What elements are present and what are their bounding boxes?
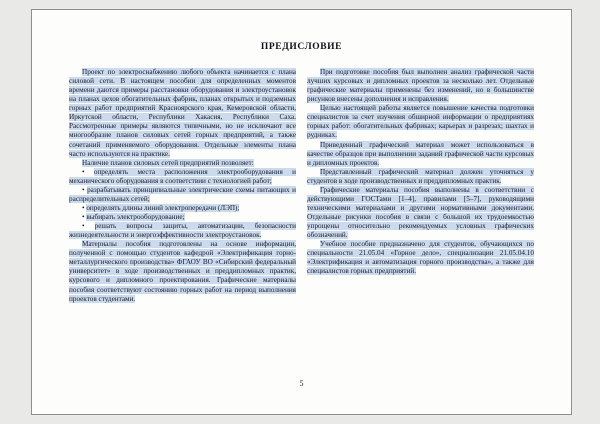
bullet-item: • определять места расположения электрооборудования и механического оборудования в соответствии с технологией работ;	[69, 168, 296, 186]
page-title: ПРЕДИСЛОВИЕ	[260, 42, 343, 52]
paragraph: При подготовке пособия был выполнен анализ графической части лучших курсовых и дипломных проектов за несколько лет. Отдельные графические материалы применены без изменений, но в большинстве рисунков внесены дополнения и исправления.	[307, 68, 534, 104]
document-page	[31, 9, 572, 415]
right-column	[307, 68, 534, 304]
page-number: 5	[299, 379, 304, 388]
paragraph: Наличие планов силовых сетей предприятий позволяет:	[82, 158, 254, 167]
paragraph: Представленный графический материал должен уточняться у студентов в ходе производственных и преддипломных практик.	[307, 167, 534, 185]
bullet-item: • разрабатывать принципиальные электрические схемы питающих и распределительных сетей;	[69, 186, 296, 204]
paragraph: Целью настоящей работы является повышение качества подготовки специалистов за счет изучения обширной информации о предприятиях горных работ: обогатительных фабриках; карьерах и разрезах; шахтах и рудниках.	[307, 104, 534, 140]
bullet-item: • определять длины линий электропередачи (ЛЭП);	[69, 204, 296, 213]
paragraph: Приведенный графический материал может использоваться в качестве образцов при выполнении заданий графической части курсовых и дипломных проектов.	[307, 140, 534, 167]
bullet-item: • выбирать электрооборудование;	[69, 213, 296, 222]
paragraph: Проект по электроснабжению любого объекта начинается с плана силовой сети. В настоящем пособии для определенных моментов времени даются примеры расстановки оборудования и электроустановок на планах цехов обогатительных фабрик, планах открытых и подземных горных работ предприятий Красноярского края, Кемеровской области, Иркутской области, Республики Хакасия, Республики Саха. Рассмотренные примеры являются типичными, но не исключают все многообразие планов силовых сетей горных предприятий, а также сочетаний применяемого оборудования. Отдельные элементы плана часто используются на практике.	[69, 68, 296, 158]
text-columns	[69, 68, 534, 304]
paragraph: Графические материалы пособия выполнены в соответствии с действующими ГОСТами [1–4], правилами [5–7], руководящими техническими материалами и другими нормативными документами. Отдельные рисунки пособия в связи с большой их трудоемкостью упрощены относительно рекомендуемых условных графических обозначений.	[307, 185, 534, 240]
bullet-item: • решать вопросы защиты, автоматизации, безопасности жизнедеятельности и энергоэффективности электроустановок.	[69, 222, 296, 240]
paragraph: Учебное пособие предназначено для студентов, обучающихся по специальности 21.05.04 «Горное дело», специализации 21.05.04.10 «Электрификация и автоматизация горного производства», а также для специалистов горных предприятий.	[307, 240, 534, 276]
left-column	[69, 68, 296, 304]
paragraph: Материалы пособия подготовлены на основе информации, полученной с помощью студентов кафедрой «Электрификация горно-металлургического производства» ФГАОУ ВО «Сибирский федеральный университет» в ходе производственных и преддипломных практик, курсового и дипломного проектирования. Графические материалы пособия соответствуют состоянию горных работ на период выполнения проектов студентами.	[69, 240, 296, 303]
